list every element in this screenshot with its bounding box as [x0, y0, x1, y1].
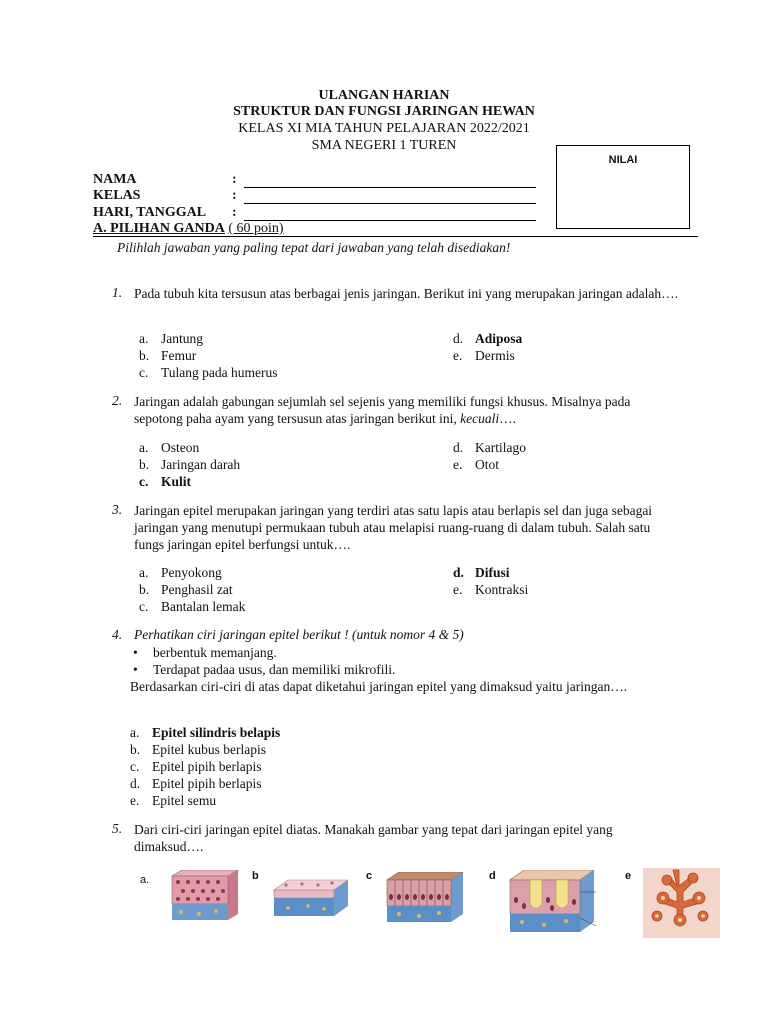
q1-option-e[interactable] [453, 347, 515, 364]
bullet-text: Terdapat padaa usus, dan memiliki mikrofili. [153, 662, 396, 677]
option-letter: d. [453, 440, 464, 455]
option-letter: c. [139, 365, 149, 380]
q3-option-e[interactable] [453, 581, 528, 598]
title-line-3: KELAS XI MIA TAHUN PELAJARAN 2022/2021 [238, 121, 530, 136]
option-text: Jantung [161, 331, 203, 346]
nilai-label: NILAI [608, 154, 638, 166]
q1-option-d[interactable] [453, 330, 522, 347]
section-rule [93, 236, 698, 237]
q2-option-b[interactable] [139, 456, 240, 473]
q1-option-b[interactable] [139, 347, 196, 364]
option-text: Jaringan darah [161, 457, 241, 472]
image-label-b: b [252, 870, 259, 882]
q4-bullet-2 [133, 661, 395, 678]
option-letter: d. [453, 331, 464, 346]
q4-bullet-1 [133, 644, 277, 661]
tissue-image-b[interactable] [272, 878, 352, 918]
option-letter: e. [453, 348, 463, 363]
field-nama-label: NAMA [93, 172, 137, 187]
option-text: Penyokong [161, 565, 222, 580]
q1-number: 1. [112, 285, 123, 300]
q1-option-a[interactable] [139, 330, 203, 347]
q4-option-a[interactable] [130, 724, 280, 741]
option-text: Tulang pada humerus [161, 365, 278, 380]
option-text: Epitel pipih berlapis [152, 776, 262, 791]
bullet-dot: • [133, 645, 138, 660]
q4-option-d[interactable] [130, 775, 261, 792]
field-hari-label: HARI, TANGGAL [93, 205, 207, 220]
option-text: Osteon [161, 440, 200, 455]
instruction: Pilihlah jawaban yang paling tepat dari jawaban yang telah disediakan! [117, 240, 511, 255]
option-text: Kontraksi [475, 582, 529, 597]
bullet-dot: • [133, 662, 138, 677]
q2-option-c[interactable] [139, 473, 191, 490]
q3-text: Jaringan epitel merupakan jaringan yang terdiri atas satu lapis atau berlapis sel dan juga sebagai jaringan yang menutupi permukaan tubuh atau melapisi ruang-ruang di dalam tubuh. Salah satu fungs jaringan epitel berfungsi untuk…. [134, 503, 653, 552]
field-kelas-colon: : [232, 188, 237, 203]
q5-text: Dari ciri-ciri jaringan epitel diatas. Manakah gambar yang tepat dari jaringan epitel yang dimaksud…. [134, 822, 613, 854]
q3-number: 3. [112, 502, 123, 517]
option-letter: c. [139, 474, 149, 489]
image-label-a: a. [140, 874, 150, 886]
q2-text-end: …. [499, 411, 517, 426]
tissue-image-d[interactable] [508, 870, 598, 936]
title-line-2: STRUKTUR DAN FUNGSI JARINGAN HEWAN [233, 104, 535, 119]
option-letter: a. [139, 331, 149, 346]
option-text: Kulit [161, 474, 192, 489]
tissue-image-c[interactable] [385, 872, 467, 926]
q1-option-c[interactable] [139, 364, 278, 381]
field-kelas-line[interactable] [244, 188, 536, 204]
option-text: Dermis [475, 348, 515, 363]
tissue-image-a[interactable] [166, 870, 242, 926]
q1-text: Pada tubuh kita tersusun atas berbagai jenis jaringan. Berikut ini yang merupakan jaringan adalah…. [134, 286, 678, 301]
option-text: Epitel silindris belapis [152, 725, 281, 740]
option-text: Adiposa [475, 331, 523, 346]
option-letter: e. [453, 457, 463, 472]
option-letter: c. [130, 759, 140, 774]
option-letter: d. [130, 776, 141, 791]
tissue-image-e[interactable] [643, 868, 720, 938]
title-line-1: ULANGAN HARIAN [318, 88, 450, 103]
q4-number: 4. [112, 627, 123, 642]
option-text: Epitel pipih berlapis [152, 759, 262, 774]
option-text: Penghasil zat [161, 582, 233, 597]
q3-option-a[interactable] [139, 564, 222, 581]
option-letter: d. [453, 565, 464, 580]
option-letter: b. [139, 348, 150, 363]
q4-option-c[interactable] [130, 758, 261, 775]
option-letter: b. [139, 582, 150, 597]
q3-option-c[interactable] [139, 598, 245, 615]
option-text: Bantalan lemak [161, 599, 246, 614]
option-text: Difusi [475, 565, 510, 580]
option-letter: e. [130, 793, 140, 808]
field-kelas-label: KELAS [93, 188, 141, 203]
title-line-4: SMA NEGERI 1 TUREN [311, 138, 457, 153]
q2-text-italic: kecuali [460, 411, 500, 426]
field-hari-line[interactable] [244, 205, 536, 221]
q2-text-main: Jaringan adalah gabungan sejumlah sel sejenis yang memiliki fungsi khusus. Misalnya pada sepotong paha ayam yang tersusun atas jaringan berikut ini, [134, 394, 631, 426]
section-title: A. PILIHAN GANDA [93, 221, 225, 236]
q2-option-e[interactable] [453, 456, 499, 473]
option-letter: a. [139, 440, 149, 455]
section-heading [93, 221, 284, 237]
q4-text-2: Berdasarkan ciri-ciri di atas dapat diketahui jaringan epitel yang dimaksud yaitu jaringan…. [130, 679, 628, 694]
option-text: Otot [475, 457, 500, 472]
q5-number: 5. [112, 821, 123, 836]
option-letter: c. [139, 599, 149, 614]
image-label-d: d [489, 870, 496, 882]
q2-text [134, 393, 679, 427]
q2-option-a[interactable] [139, 439, 199, 456]
bullet-text: berbentuk memanjang. [153, 645, 277, 660]
option-text: Kartilago [475, 440, 526, 455]
option-letter: e. [453, 582, 463, 597]
field-hari-colon: : [232, 205, 237, 220]
section-points: ( 60 poin) [228, 221, 284, 236]
option-letter: b. [139, 457, 150, 472]
option-letter: b. [130, 742, 141, 757]
image-label-e: e [625, 870, 632, 882]
option-letter: a. [130, 725, 140, 740]
q2-number: 2. [112, 393, 123, 408]
option-text: Femur [161, 348, 197, 363]
image-label-c: c [366, 870, 373, 882]
nilai-box[interactable] [556, 145, 690, 229]
q4-option-e[interactable] [130, 792, 216, 809]
q4-text: Perhatikan ciri jaringan epitel berikut ! (untuk nomor 4 & 5) [134, 627, 464, 642]
q3-option-d[interactable] [453, 564, 510, 581]
option-letter: a. [139, 565, 149, 580]
q2-option-d[interactable] [453, 439, 526, 456]
field-nama-colon: : [232, 172, 237, 187]
q4-option-b[interactable] [130, 741, 266, 758]
option-text: Epitel semu [152, 793, 217, 808]
q3-option-b[interactable] [139, 581, 233, 598]
field-nama-line[interactable] [244, 172, 536, 188]
option-text: Epitel kubus berlapis [152, 742, 266, 757]
